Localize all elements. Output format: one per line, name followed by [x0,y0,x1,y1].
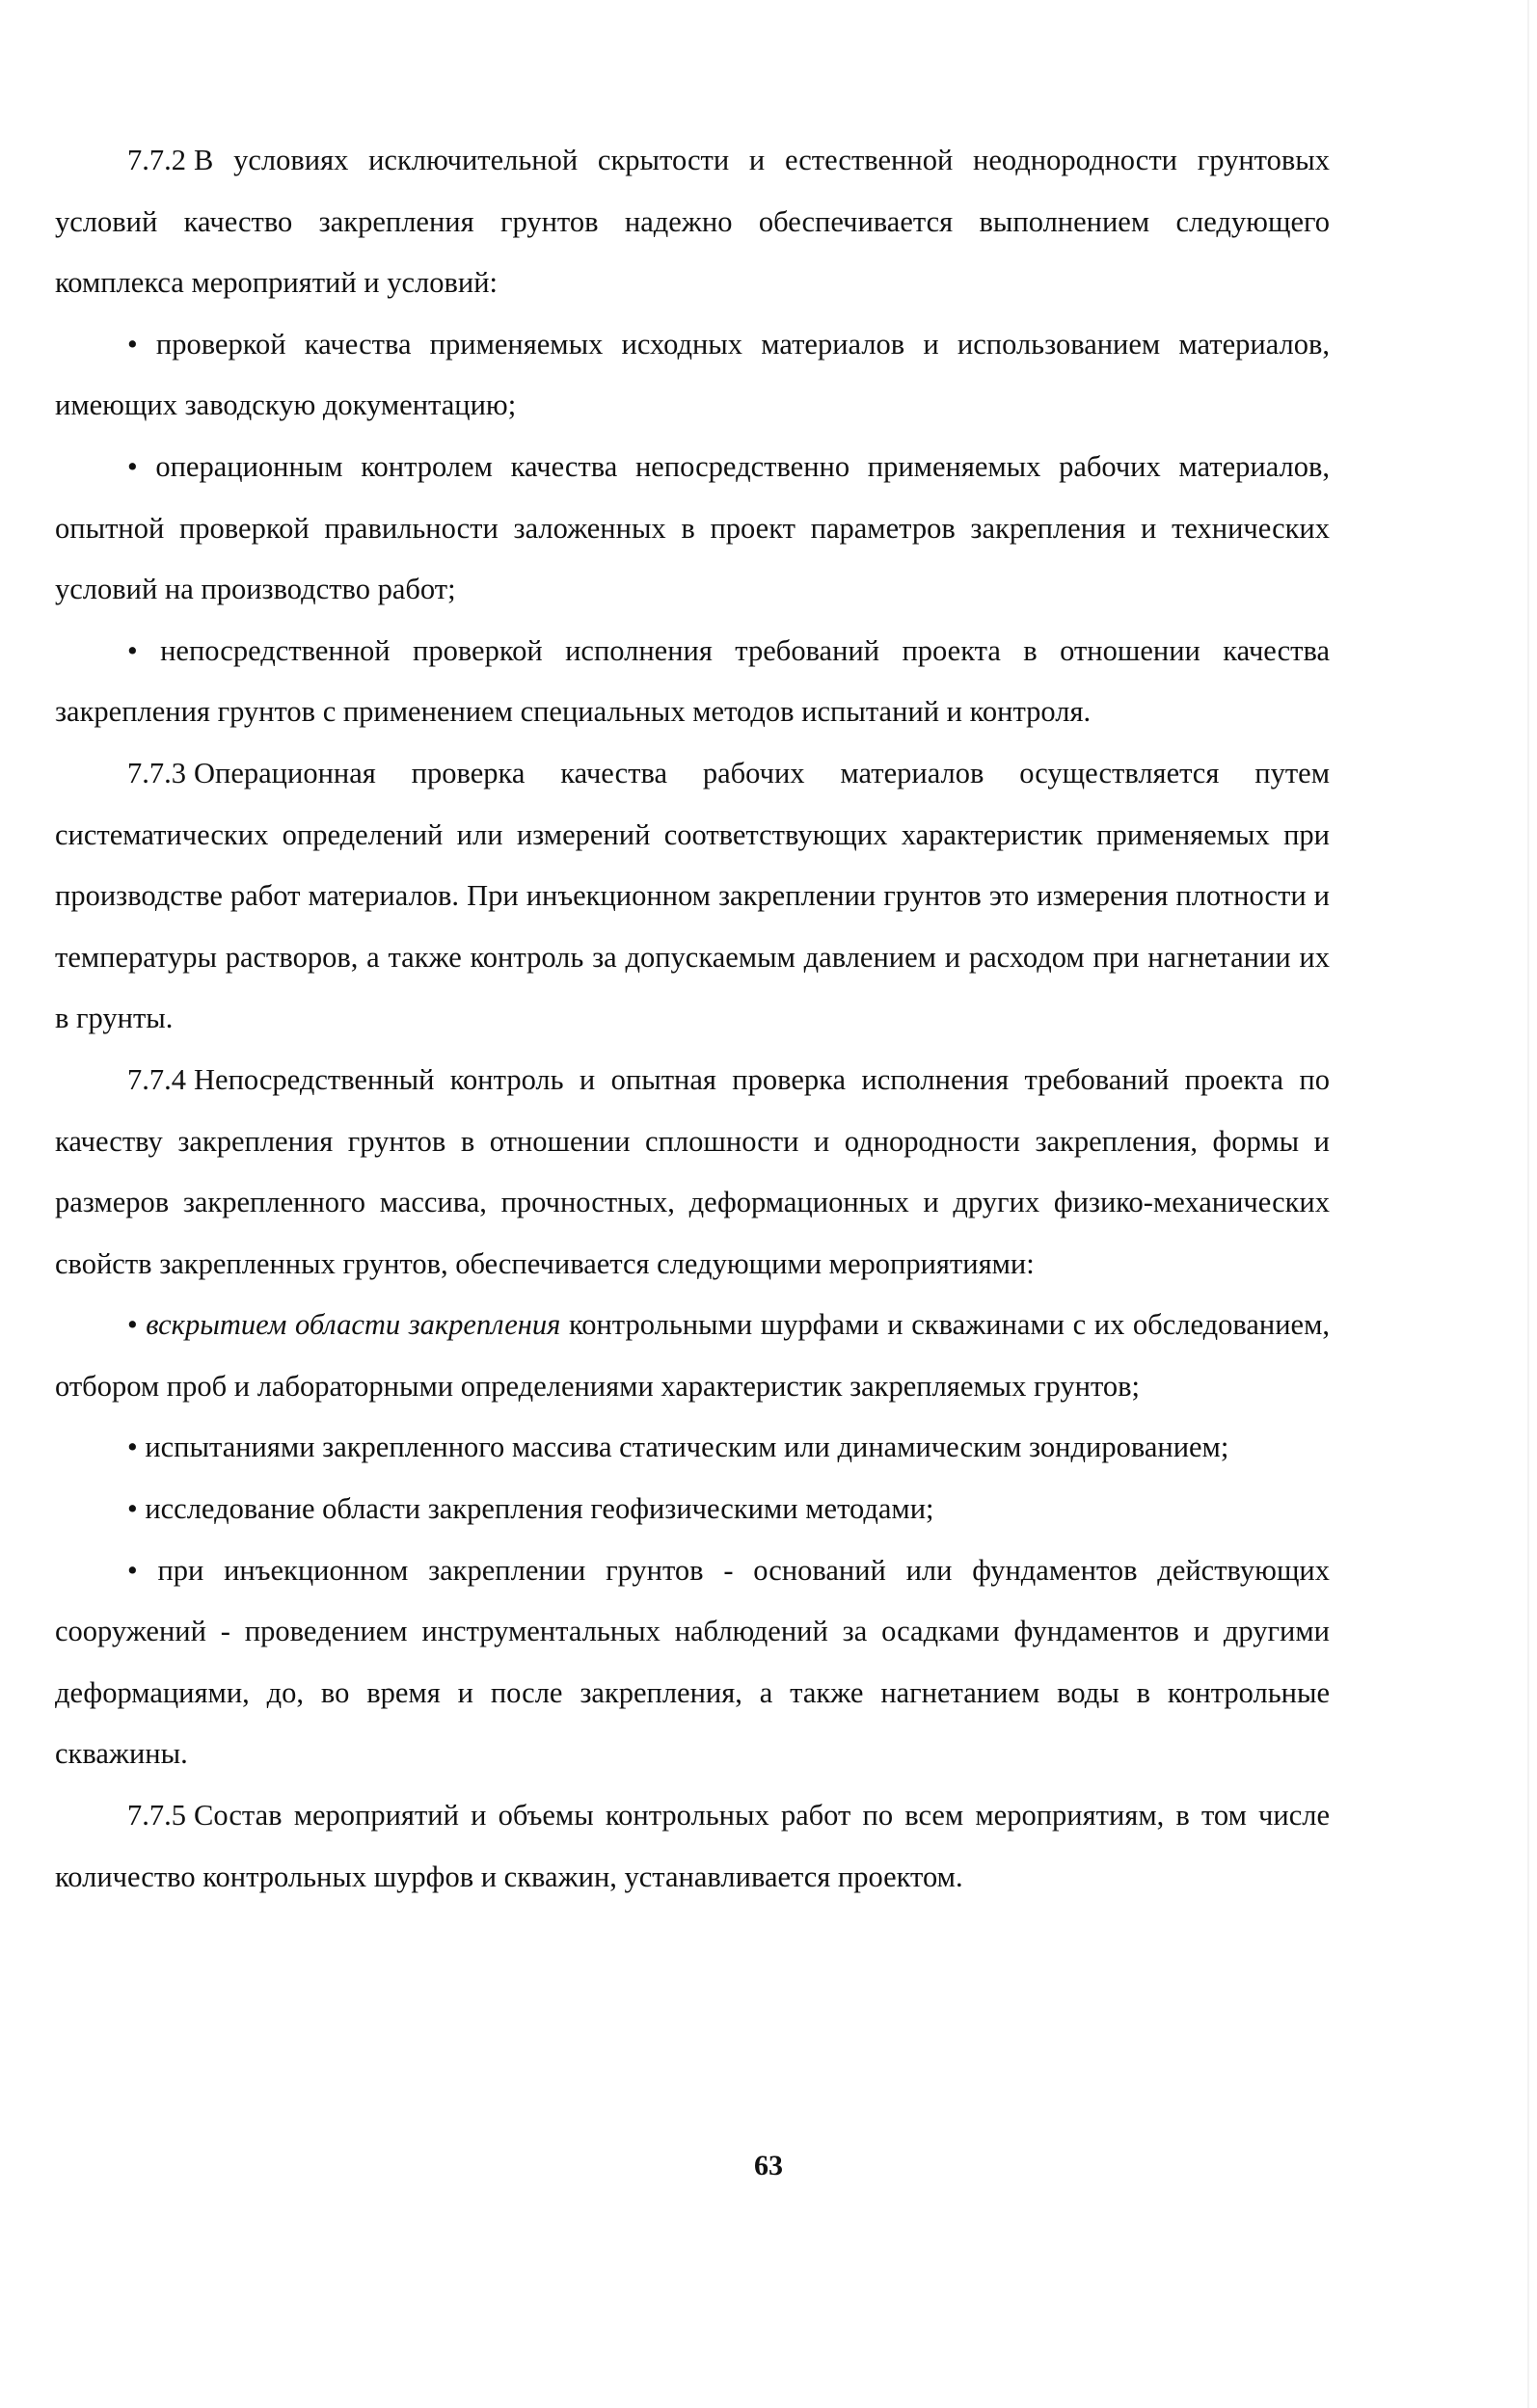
bullet-item [55,1479,1330,1540]
bullet-italic-lead: вскрытием области закрепления [146,1308,561,1342]
clause-number: 7.7.4 [127,1062,186,1096]
bullet-icon: • [127,327,138,361]
clause-number: 7.7.3 [127,756,186,789]
bullet-text: исследование области закрепления геофизическими методами; [145,1492,934,1526]
paragraph-text: Операционная проверка качества рабочих материалов осуществляется путем систематических определений или измерений соответствующих характеристик применяемых при производстве работ материалов. При инъекционном закреплении грунтов это измерения плотности и температуры растворов, а также контроль за допускаемым давлением и расходом при нагнетании их в грунты. [55,756,1330,1035]
bullet-item [55,1540,1330,1785]
bullet-icon: • [127,1431,138,1464]
bullet-item [55,1417,1330,1479]
bullet-text: проверкой качества применяемых исходных материалов и использованием материалов, имеющих заводскую документацию; [55,327,1330,422]
bullet-item [55,1295,1330,1417]
scan-edge-line [1527,0,1529,2408]
bullet-item [55,314,1330,437]
bullet-text: испытаниями закрепленного массива статическим или динамическим зондированием; [145,1431,1229,1464]
page-number: 63 [754,2150,783,2181]
paragraph-7-7-3 [55,743,1330,1050]
bullet-text: при инъекционном закреплении грунтов - оснований или фундаментов действующих сооружений - проведением инструментальных наблюдений за осадками фундаментов и другими деформациями, до, во время и после закрепления, а также нагнетанием воды в контрольные скважины. [55,1553,1330,1771]
paragraph-7-7-2 [55,130,1330,314]
paragraph-7-7-5 [55,1785,1330,1908]
bullet-item [55,437,1330,621]
paragraph-text: Непосредственный контроль и опытная проверка исполнения требований проекта по качеству закрепления грунтов в отношении сплошности и однородности закрепления, формы и размеров закрепленного массива, прочностных, деформационных и других физико-механических свойств закрепленных грунтов, обеспечивается следующими мероприятиями: [55,1062,1330,1280]
clause-number: 7.7.5 [127,1799,186,1833]
bullet-item [55,621,1330,743]
bullet-icon: • [127,449,138,483]
bullet-text: контрольными шурфами и скважинами с их обследованием, отбором проб и лабораторными определениями характеристик закрепляемых грунтов; [55,1308,1330,1403]
bullet-text: непосредственной проверкой исполнения требований проекта в отношении качества закрепления грунтов с применением специальных методов испытаний и контроля. [55,633,1330,729]
bullet-text: операционным контролем качества непосредственно применяемых рабочих материалов, опытной проверкой правильности заложенных в проект параметров закрепления и технических условий на производство работ; [55,449,1330,606]
bullet-icon: • [127,633,138,667]
body-text [55,130,1330,1908]
paragraph-text: Состав мероприятий и объемы контрольных работ по всем мероприятиям, в том числе количество контрольных шурфов и скважин, устанавливается проектом. [55,1799,1330,1893]
bullet-icon: • [127,1553,138,1587]
clause-number: 7.7.2 [127,144,186,176]
bullet-icon: • [127,1308,138,1342]
paragraph-text: В условиях исключительной скрытости и естественной неоднородности грунтовых условий качество закрепления грунтов надежно обеспечивается выполнением следующего комплекса мероприятий и условий: [55,144,1330,300]
paragraph-7-7-4 [55,1050,1330,1295]
bullet-icon: • [127,1492,138,1526]
